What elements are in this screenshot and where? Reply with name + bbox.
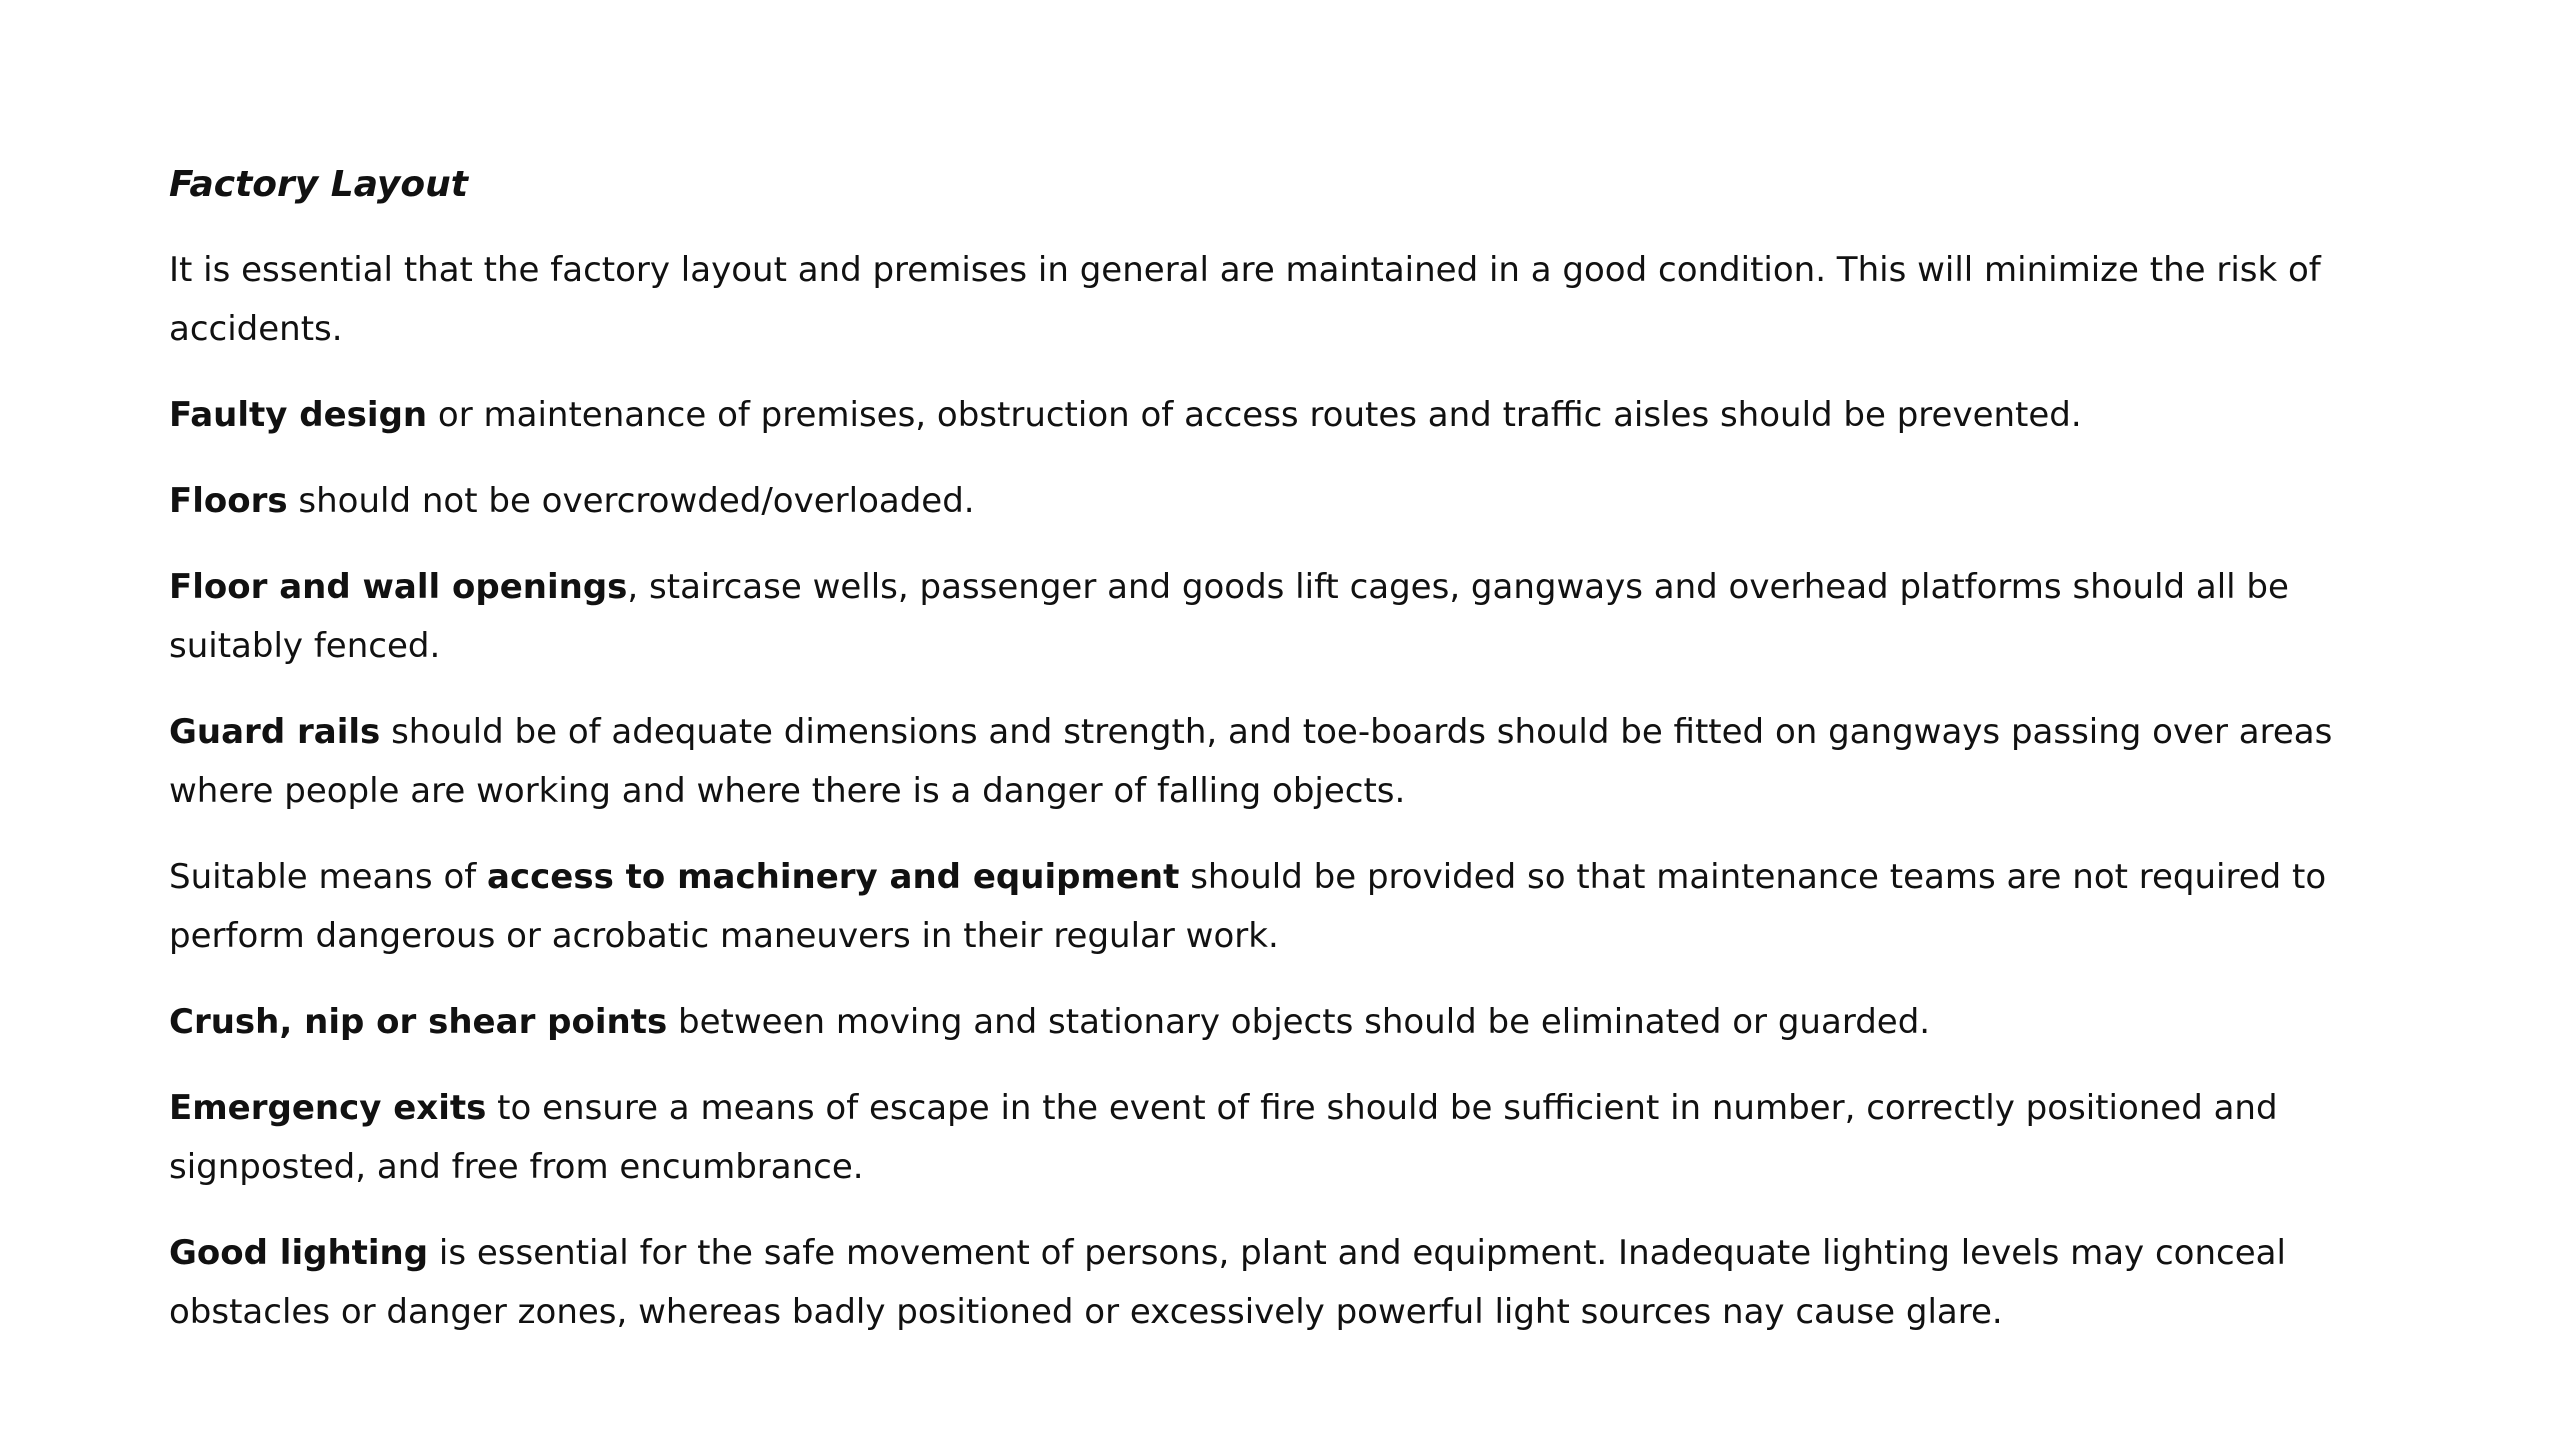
paragraph-bold-term: Good lighting [169,1232,429,1273]
document-body [169,162,2399,1369]
paragraph-guard-rails [169,703,2399,821]
paragraph-floor-wall-openings [169,558,2399,676]
document-title: Factory Layout [169,164,468,205]
paragraph-bold-term: Floor and wall openings [169,566,628,607]
paragraph-text: It is essential that the factory layout and premises in general are maintained in a good condition. This will minimize the risk of accidents. [169,249,2321,349]
paragraph-floors [169,472,2399,531]
paragraph-text: to ensure a means of escape in the event of fire should be sufficient in number, correctly positioned and signposted, and free from encumbrance. [169,1087,2278,1187]
paragraph-bold-term: Crush, nip or shear points [169,1001,668,1042]
paragraph-emergency-exits [169,1079,2399,1197]
paragraph-bold-term: Faulty design [169,394,428,435]
paragraph-text: or maintenance of premises, obstruction of access routes and traffic aisles should be prevented. [427,394,2082,435]
paragraph-bold-term: Guard rails [169,711,381,752]
paragraph-text: between moving and stationary objects should be eliminated or guarded. [667,1001,1931,1042]
paragraph-text: should be provided so that maintenance teams are not required to perform dangerous or acrobatic maneuvers in their regular work. [169,856,2327,956]
paragraph-bold-term: Emergency exits [169,1087,487,1128]
paragraph-text: should not be overcrowded/overloaded. [287,480,975,521]
paragraph-bold-term: access to machinery and equipment [487,856,1180,897]
paragraph-text: should be of adequate dimensions and strength, and toe-boards should be fitted on gangways passing over areas where people are working and where there is a danger of falling objects. [169,711,2333,811]
paragraph-text: is essential for the safe movement of persons, plant and equipment. Inadequate lighting levels may conceal obstacles or danger zones, whereas badly positioned or excessively powerful light sources nay cause glare. [169,1232,2286,1332]
paragraph-good-lighting [169,1224,2399,1342]
paragraph-machinery-access [169,848,2399,966]
paragraph-lead: Suitable means of [169,856,488,897]
paragraph-crush-points [169,993,2399,1052]
paragraph-text: , staircase wells, passenger and goods lift cages, gangways and overhead platforms should all be suitably fenced. [169,566,2289,666]
paragraph-intro [169,241,2399,359]
paragraph-faulty-design [169,386,2399,445]
paragraph-bold-term: Floors [169,480,288,521]
